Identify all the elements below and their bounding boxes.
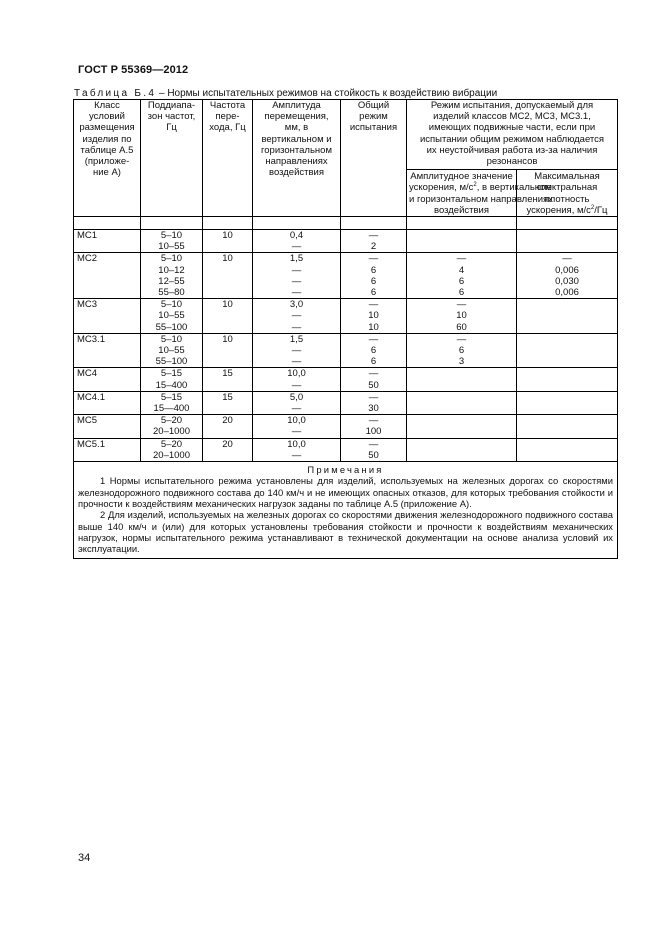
class-cell: МС3.1 xyxy=(74,333,141,368)
crossover-cell: 10 xyxy=(203,333,253,368)
header-line: направлениях xyxy=(265,156,328,168)
subrange-cell-value: 12–55 xyxy=(158,275,185,287)
subrange-cell-value: 55–100 xyxy=(155,356,188,368)
amplitude-cell-value: — xyxy=(291,403,302,415)
subrange-cell-value: 20–1000 xyxy=(153,449,190,461)
header-amplitude xyxy=(253,100,341,217)
general-mode-cell-value: — xyxy=(368,299,379,311)
spectral-density-cell xyxy=(517,253,618,299)
general-mode-cell xyxy=(341,368,407,391)
header-accel-amplitude: Амплитудное значение ускорения, $м/с^2$, в вертикальном и горизонтальном направлениях воздействия xyxy=(407,170,517,217)
subrange-cell-value: 55–80 xyxy=(158,287,185,299)
spectral-density-cell-value: — xyxy=(562,253,572,265)
subrange-cell-value: 10–55 xyxy=(158,310,185,322)
subrange-cell xyxy=(141,333,203,368)
vibration-norms-table xyxy=(73,99,618,559)
header-line: испытания xyxy=(349,122,398,134)
amplitude-cell xyxy=(253,299,341,334)
subrange-cell xyxy=(141,253,203,299)
table-row xyxy=(74,299,618,334)
notes-title: Примечания xyxy=(307,464,384,476)
table-row xyxy=(74,415,618,438)
spectral-density-cell xyxy=(517,299,618,334)
header-line: мм, в xyxy=(284,122,309,134)
header-spacer-row xyxy=(74,217,618,230)
spectral-density-cell xyxy=(517,333,618,368)
subrange-cell-value: 15—400 xyxy=(153,403,190,415)
subrange-cell-value: 10–55 xyxy=(158,345,185,357)
header-line: размещения xyxy=(79,122,135,134)
header-line: (приложе- xyxy=(84,156,130,168)
general-mode-cell-value: 6 xyxy=(370,264,377,276)
general-mode-cell-value: 6 xyxy=(370,345,377,357)
amplitude-cell xyxy=(253,253,341,299)
accel-amplitude-cell-value: — xyxy=(456,253,467,265)
general-mode-cell-value: — xyxy=(368,230,379,241)
amplitude-cell-value: 10,0 xyxy=(287,415,306,427)
general-mode-cell xyxy=(341,415,407,438)
header-line: горизонтальном xyxy=(261,144,332,156)
accel-amplitude-cell xyxy=(407,253,517,299)
header-line: Режим испытания, допускаемый для xyxy=(430,100,594,111)
header-subrange xyxy=(141,100,203,217)
general-mode-cell xyxy=(341,438,407,461)
subrange-cell-value: 5–15 xyxy=(160,368,183,380)
accel-amplitude-cell xyxy=(407,438,517,461)
general-mode-cell-value: 30 xyxy=(368,403,379,415)
amplitude-cell-value: — xyxy=(291,241,302,253)
table-caption-text: – Нормы испытательных режимов на стойкость к воздействию вибрации xyxy=(156,88,498,99)
amplitude-cell xyxy=(253,391,341,414)
accel-amplitude-cell-value: — xyxy=(456,299,467,311)
general-mode-cell-value: 6 xyxy=(370,356,377,368)
amplitude-cell-value: — xyxy=(291,345,302,357)
header-crossover xyxy=(203,100,253,217)
class-cell: МС3 xyxy=(74,299,141,334)
general-mode-cell-value: 6 xyxy=(370,287,377,299)
subrange-cell-value: 10–12 xyxy=(158,264,185,276)
amplitude-cell-value: — xyxy=(291,379,302,391)
header-line: режим xyxy=(359,111,388,123)
header-line: ние А) xyxy=(93,167,121,179)
general-mode-cell-value: — xyxy=(368,333,379,345)
header-line: Общий xyxy=(357,100,390,111)
table-row xyxy=(74,230,618,253)
amplitude-cell-value: — xyxy=(291,426,302,438)
subrange-cell xyxy=(141,299,203,334)
class-cell: МС5.1 xyxy=(74,438,141,461)
crossover-cell: 10 xyxy=(203,230,253,253)
subrange-cell xyxy=(141,368,203,391)
accel-amplitude-cell xyxy=(407,333,517,368)
header-line: условий xyxy=(89,111,125,123)
general-mode-cell xyxy=(341,230,407,253)
spectral-density-cell xyxy=(517,438,618,461)
general-mode-cell-value: — xyxy=(368,438,379,450)
amplitude-cell-value: — xyxy=(291,310,302,322)
spectral-density-cell xyxy=(517,230,618,253)
crossover-cell: 15 xyxy=(203,391,253,414)
amplitude-cell-value: — xyxy=(291,264,302,276)
general-mode-cell xyxy=(341,253,407,299)
header-line: изделий классов МС2, МС3, МС3.1, xyxy=(433,111,591,123)
header-line: изделия по xyxy=(82,133,132,145)
accel-amplitude-cell-value: 4 xyxy=(458,264,465,276)
page-number: 34 xyxy=(78,852,91,864)
general-mode-cell xyxy=(341,299,407,334)
class-cell: МС4.1 xyxy=(74,391,141,414)
crossover-cell: 10 xyxy=(203,299,253,334)
amplitude-cell-value: 10,0 xyxy=(287,368,306,380)
subrange-cell-value: 5–10 xyxy=(160,230,183,241)
subrange-cell-value: 20–1000 xyxy=(153,426,190,438)
crossover-cell: 20 xyxy=(203,438,253,461)
spectral-density-cell xyxy=(517,415,618,438)
table-row xyxy=(74,391,618,414)
general-mode-cell-value: 50 xyxy=(368,449,379,461)
general-mode-cell-value: 50 xyxy=(368,379,379,391)
general-mode-cell xyxy=(341,333,407,368)
subrange-cell xyxy=(141,391,203,414)
class-cell: МС4 xyxy=(74,368,141,391)
general-mode-cell-value: 6 xyxy=(370,275,377,287)
header-line: Поддиапа- xyxy=(147,100,196,111)
note-2: 2 Для изделий, используемых на железных дорогах со скоростями движения железнодорожного подвижного состава выше 140 км/ч и (или) для которых установлены требования стойкости и прочности к воздействиям механических нагрузок, нормы испытательного режима устанавливают в технической документации на основе анализа условий их эксплуатации. xyxy=(78,509,613,555)
table-row xyxy=(74,368,618,391)
subrange-cell xyxy=(141,438,203,461)
amplitude-cell xyxy=(253,333,341,368)
header-line: зон частот, xyxy=(147,111,196,123)
general-mode-cell-value: 2 xyxy=(370,241,377,253)
table-row xyxy=(74,253,618,299)
accel-amplitude-cell xyxy=(407,415,517,438)
amplitude-cell-value: — xyxy=(291,449,302,461)
spectral-density-cell-value: 0,006 xyxy=(555,287,579,299)
general-mode-cell-value: — xyxy=(368,415,379,427)
spectral-density-cell xyxy=(517,368,618,391)
crossover-cell: 10 xyxy=(203,253,253,299)
amplitude-cell xyxy=(253,368,341,391)
amplitude-cell-value: 0,4 xyxy=(289,230,304,241)
subrange-cell-value: 55–100 xyxy=(155,321,188,333)
header-line: Класс xyxy=(94,100,120,111)
subrange-cell-value: 5–20 xyxy=(160,415,183,427)
amplitude-cell xyxy=(253,438,341,461)
amplitude-cell-value: — xyxy=(291,356,302,368)
accel-amplitude-cell xyxy=(407,230,517,253)
class-cell: МС5 xyxy=(74,415,141,438)
header-test-mode xyxy=(407,100,618,170)
subrange-cell xyxy=(141,230,203,253)
amplitude-cell xyxy=(253,415,341,438)
amplitude-cell-value: 3,0 xyxy=(289,299,304,311)
header-line: испытании общим режимом наблюдается xyxy=(419,133,605,145)
amplitude-cell-value: 1,5 xyxy=(289,253,304,265)
accel-amplitude-cell-value: 60 xyxy=(456,321,467,333)
accel-amplitude-cell xyxy=(407,391,517,414)
crossover-cell: 20 xyxy=(203,415,253,438)
header-line: их неустойчивая работа из-за наличия xyxy=(426,144,598,156)
accel-amplitude-cell-value: 3 xyxy=(458,356,465,368)
class-cell: МС2 xyxy=(74,253,141,299)
note-1: 1 Нормы испытательного режима установлены для изделий, используемых на железных дорогах со скоростями железнодорожного подвижного состава до 140 км/ч и не имеющих опасных отказов, для которых требования стойкости и прочности к воздействиям механических нагрузок заданы по таблице А.5 (приложение А). xyxy=(78,475,613,509)
header-line: пере- xyxy=(215,111,240,123)
general-mode-cell-value: 10 xyxy=(368,310,379,322)
table-row xyxy=(74,333,618,368)
subrange-cell-value: 5–20 xyxy=(160,438,183,450)
document-code: ГОСТ Р 55369—2012 xyxy=(78,64,189,76)
subrange-cell-value: 5–10 xyxy=(160,253,183,265)
subrange-cell-value: 15–400 xyxy=(155,379,188,391)
header-line: Частота xyxy=(209,100,246,111)
header-class xyxy=(74,100,141,217)
header-line: резонансов xyxy=(486,156,538,168)
header-line: вертикальном и xyxy=(261,133,332,145)
general-mode-cell-value: 10 xyxy=(368,321,379,333)
accel-amplitude-cell-value: 6 xyxy=(458,275,465,287)
crossover-cell: 15 xyxy=(203,368,253,391)
header-spectral-density: Максимальная спектральная плотность ускорения, $м/с^2/Гц$ xyxy=(517,170,618,217)
amplitude-cell-value: — xyxy=(291,321,302,333)
spectral-density-cell xyxy=(517,391,618,414)
subrange-cell-value: 10–55 xyxy=(158,241,185,253)
table-row xyxy=(74,438,618,461)
spectral-density-cell-value: 0,006 xyxy=(555,264,579,276)
notes-cell xyxy=(74,462,618,559)
amplitude-cell-value: 1,5 xyxy=(289,333,304,345)
spectral-density-cell-value: 0,030 xyxy=(555,275,579,287)
header-line: таблице А.5 xyxy=(80,144,134,156)
accel-amplitude-cell xyxy=(407,368,517,391)
accel-amplitude-cell-value: 6 xyxy=(458,287,465,299)
table-caption-label: Таблица Б.4 xyxy=(74,88,157,99)
table-caption xyxy=(74,88,614,99)
subrange-cell xyxy=(141,415,203,438)
accel-amplitude-cell-value: — xyxy=(456,333,467,345)
amplitude-cell xyxy=(253,230,341,253)
general-mode-cell xyxy=(341,391,407,414)
subrange-cell-value: 5–10 xyxy=(160,299,183,311)
amplitude-cell-value: 10,0 xyxy=(287,438,306,450)
general-mode-cell-value: — xyxy=(368,391,379,403)
amplitude-cell-value: 5,0 xyxy=(289,391,304,403)
subrange-cell-value: 5–15 xyxy=(160,391,183,403)
class-cell: МС1 xyxy=(74,230,141,253)
general-mode-cell-value: — xyxy=(368,368,379,380)
header-line: Гц xyxy=(166,122,177,134)
accel-amplitude-cell-value: 10 xyxy=(456,310,467,322)
header-line: воздействия xyxy=(269,167,324,179)
header-line: перемещения, xyxy=(264,111,329,123)
subrange-cell-value: 5–10 xyxy=(160,333,183,345)
accel-amplitude-cell xyxy=(407,299,517,334)
accel-amplitude-cell-value: 6 xyxy=(458,345,465,357)
general-mode-cell-value: 100 xyxy=(365,426,382,438)
header-line: Амплитуда xyxy=(272,100,321,111)
amplitude-cell-value: — xyxy=(291,275,302,287)
general-mode-cell-value: — xyxy=(368,253,379,265)
header-line: имеющих подвижные части, если при xyxy=(428,122,596,134)
amplitude-cell-value: — xyxy=(291,287,302,299)
header-general-mode xyxy=(341,100,407,217)
header-line: хода, Гц xyxy=(209,122,246,134)
